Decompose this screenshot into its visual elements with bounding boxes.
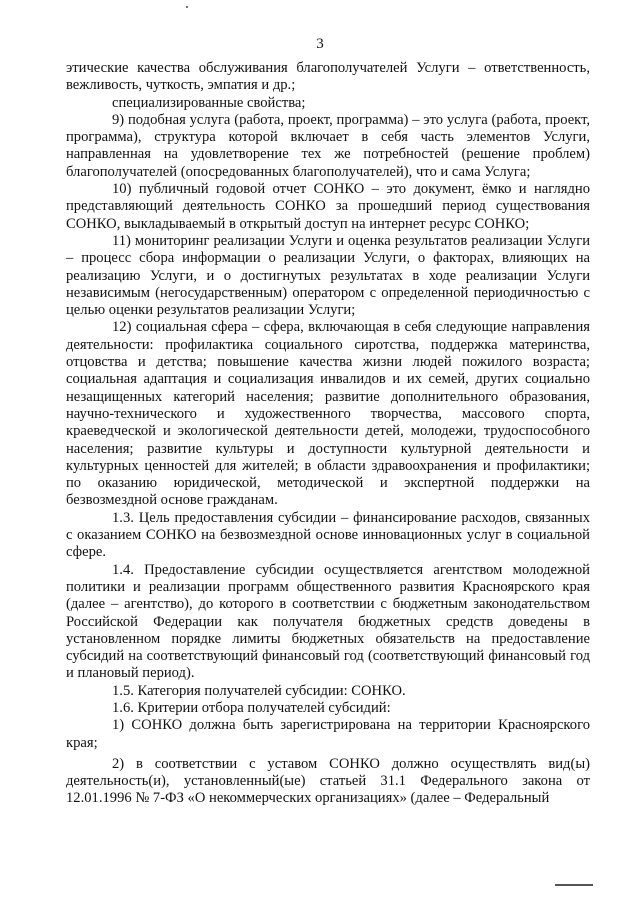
paragraph-item-10: 10) публичный годовой отчет СОНКО – это документ, ёмко и наглядно представляющий деятельность СОНКО за прошедший период существования СОНКО, выкладываемый в открытый доступ на интернет ресурс СОНКО; bbox=[66, 181, 590, 232]
scan-artifact bbox=[186, 6, 188, 8]
paragraph-item-9: 9) подобная услуга (работа, проект, программа) – это услуга (работа, проект, программа), структура которой включает в себя часть элементов Услуги, направленная на удовлетворение тех же потребностей (решение проблем) благополучателей (опосредованных благополучателей), что и сама Услуга; bbox=[66, 111, 590, 180]
page-number: 3 bbox=[316, 36, 324, 52]
paragraph-item-11: 11) мониторинг реализации Услуги и оценка результатов реализации Услуги – процесс сбора информации о реализации Услуги, о факторах, влияющих на реализацию Услуги, и о достигнутых результатах в ходе реализации Услуги независимым (негосударственным) оператором с определенной периодичностью с целью оценки результатов реализации Услуги; bbox=[66, 232, 590, 319]
paragraph-ethical-qualities: этические качества обслуживания благополучателей Услуги – ответственность, вежливость, чуткость, эмпатия и др.; bbox=[66, 60, 590, 94]
paragraph-section-1-5: 1.5. Категория получателей субсидии: СОНКО. bbox=[112, 682, 406, 699]
paragraph-section-1-6: 1.6. Критерии отбора получателей субсидий: bbox=[112, 699, 391, 716]
paragraph-criterion-2: 2) в соответствии с уставом СОНКО должно осуществлять вид(ы) деятельность(и), установленный(ые) статьей 31.1 Федерального закона от 12.01.1996 № 7-ФЗ «О некоммерческих организациях» (далее – Федеральный bbox=[66, 755, 590, 807]
document-body bbox=[66, 60, 590, 808]
paragraph-item-12: 12) социальная сфера – сфера, включающая в себя следующие направления деятельности: профилактика социального сиротства, поддержка материнства, отцовства и детства; повышение качества жизни людей пожилого возраста; социальная адаптация и социализация инвалидов и их семей, других социально незащищенных категорий населения; развитие дополнительного образования, научно-технического и художественного творчества, массового спорта, краеведческой и экологической деятельности детей, молодежи, трудоспособного населения; развитие культуры и доступности культурной деятельности и культурных ценностей для жителей; в области здравоохранения и профилактики; по оказанию юридической, методической и экспертной поддержки на безвозмездной основе гражданам. bbox=[66, 319, 590, 509]
paragraph-criterion-1: 1) СОНКО должна быть зарегистрирована на территории Красноярского края; bbox=[66, 717, 590, 751]
scan-artifact-line bbox=[555, 884, 593, 886]
paragraph-section-1-3: 1.3. Цель предоставления субсидии – финансирование расходов, связанных с оказанием СОНКО на безвозмездной основе инновационных услуг в социальной сфере. bbox=[66, 509, 590, 561]
paragraph-specialized-properties: специализированные свойства; bbox=[112, 94, 306, 111]
paragraph-section-1-4: 1.4. Предоставление субсидии осуществляется агентством молодежной политики и реализации программ общественного развития Красноярского края (далее – агентство), до которого в соответствии с бюджетным законодательством Российской Федерации как получателя бюджетных средств доведены в установленном порядке лимиты бюджетных обязательств на предоставление субсидий на соответствующий финансовый год (соответствующий финансовый год и плановый период). bbox=[66, 561, 590, 682]
